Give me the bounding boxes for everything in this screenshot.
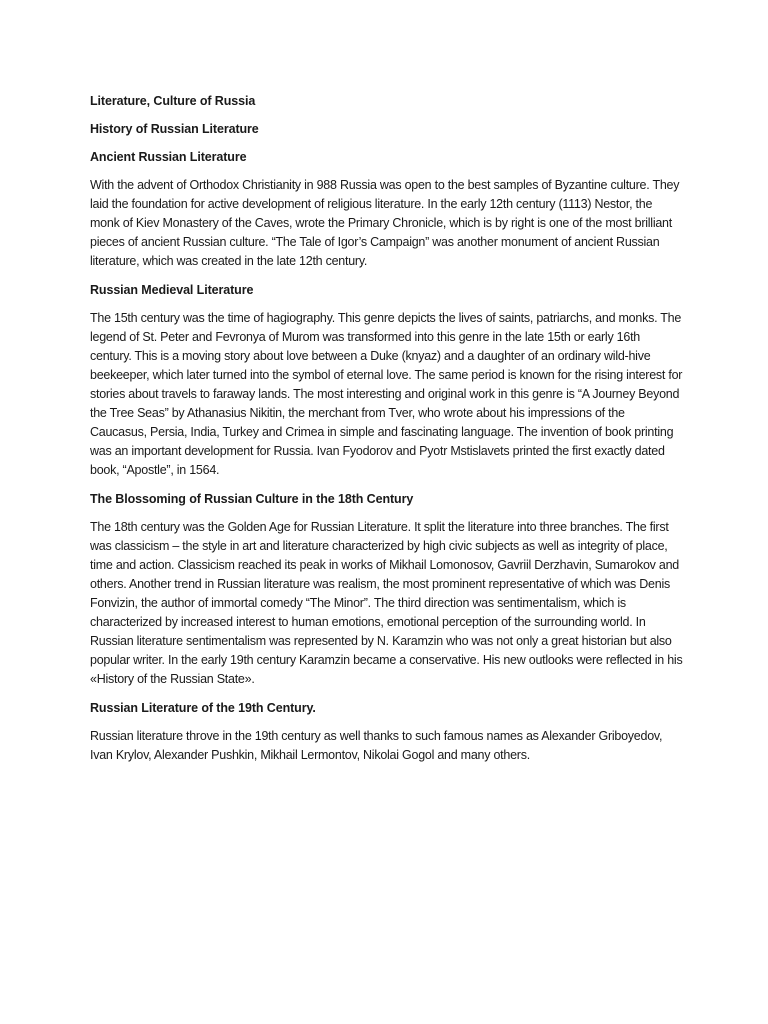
document-title: Literature, Culture of Russia bbox=[90, 94, 256, 108]
section-paragraph-18th-century: The 18th century was the Golden Age for Russian Literature. It split the literature into three branches. The first was classicism – the style in art and literature characterized by high civic subjects as well as integrity of place, time and action. Classicism reached its peak in works of Mikhail Lomonosov, Gavriil Derzhavin, Sumarokov and others. Another trend in Russian literature was realism, the most prominent representative of which was Denis Fonvizin, the author of immortal comedy “The Minor”. The third direction was sentimentalism, which is characterized by increased interest to human emotions, emotional perception of the surrounding world. In Russian literature sentimentalism was represented by N. Karamzin who was not only a great historian but also popular writer. In the early 19th century Karamzin became a conservative. His new outlooks were reflected in his «History of the Russian State». bbox=[90, 520, 683, 686]
section-heading-medieval: Russian Medieval Literature bbox=[90, 283, 254, 297]
section-paragraph-19th-century: Russian literature throve in the 19th century as well thanks to such famous names as Alexander Griboyedov, Ivan Krylov, Alexander Pushkin, Mikhail Lermontov, Nikolai Gogol and many others. bbox=[90, 729, 663, 762]
section-heading-ancient: Ancient Russian Literature bbox=[90, 150, 247, 164]
document-subtitle: History of Russian Literature bbox=[90, 122, 259, 136]
section-paragraph-medieval: The 15th century was the time of hagiography. This genre depicts the lives of saints, patriarchs, and monks. The legend of St. Peter and Fevronya of Murom was transformed into this genre in the late 15th or early 16th century. This is a moving story about love between a Duke (knyaz) and a daughter of an ordinary wild-hive beekeeper, which later turned into the symbol of eternal love. The same period is known for the rising interest for stories about travels to faraway lands. The most interesting and original work in this genre is “A Journey Beyond the Tree Seas” by Athanasius Nikitin, the merchant from Tver, who wrote about his impressions of the Caucasus, Persia, India, Turkey and Crimea in simple and fascinating language. The invention of book printing was an important development for Russia. Ivan Fyodorov and Pyotr Mstislavets printed the first exactly dated book, “Apostle”, in 1564. bbox=[90, 311, 683, 477]
section-paragraph-ancient: With the advent of Orthodox Christianity in 988 Russia was open to the best samples of Byzantine culture. They laid the foundation for active development of religious literature. In the early 12th century (1113) Nestor, the monk of Kiev Monastery of the Caves, wrote the Primary Chronicle, which is by right is one of the most brilliant pieces of ancient Russian culture. “The Tale of Igor’s Campaign” was another monument of ancient Russian literature, which was created in the late 12th century. bbox=[90, 178, 680, 268]
section-heading-19th-century: Russian Literature of the 19th Century. bbox=[90, 701, 316, 715]
section-heading-18th-century: The Blossoming of Russian Culture in the 18th Century bbox=[90, 492, 414, 506]
document-page bbox=[90, 92, 684, 775]
